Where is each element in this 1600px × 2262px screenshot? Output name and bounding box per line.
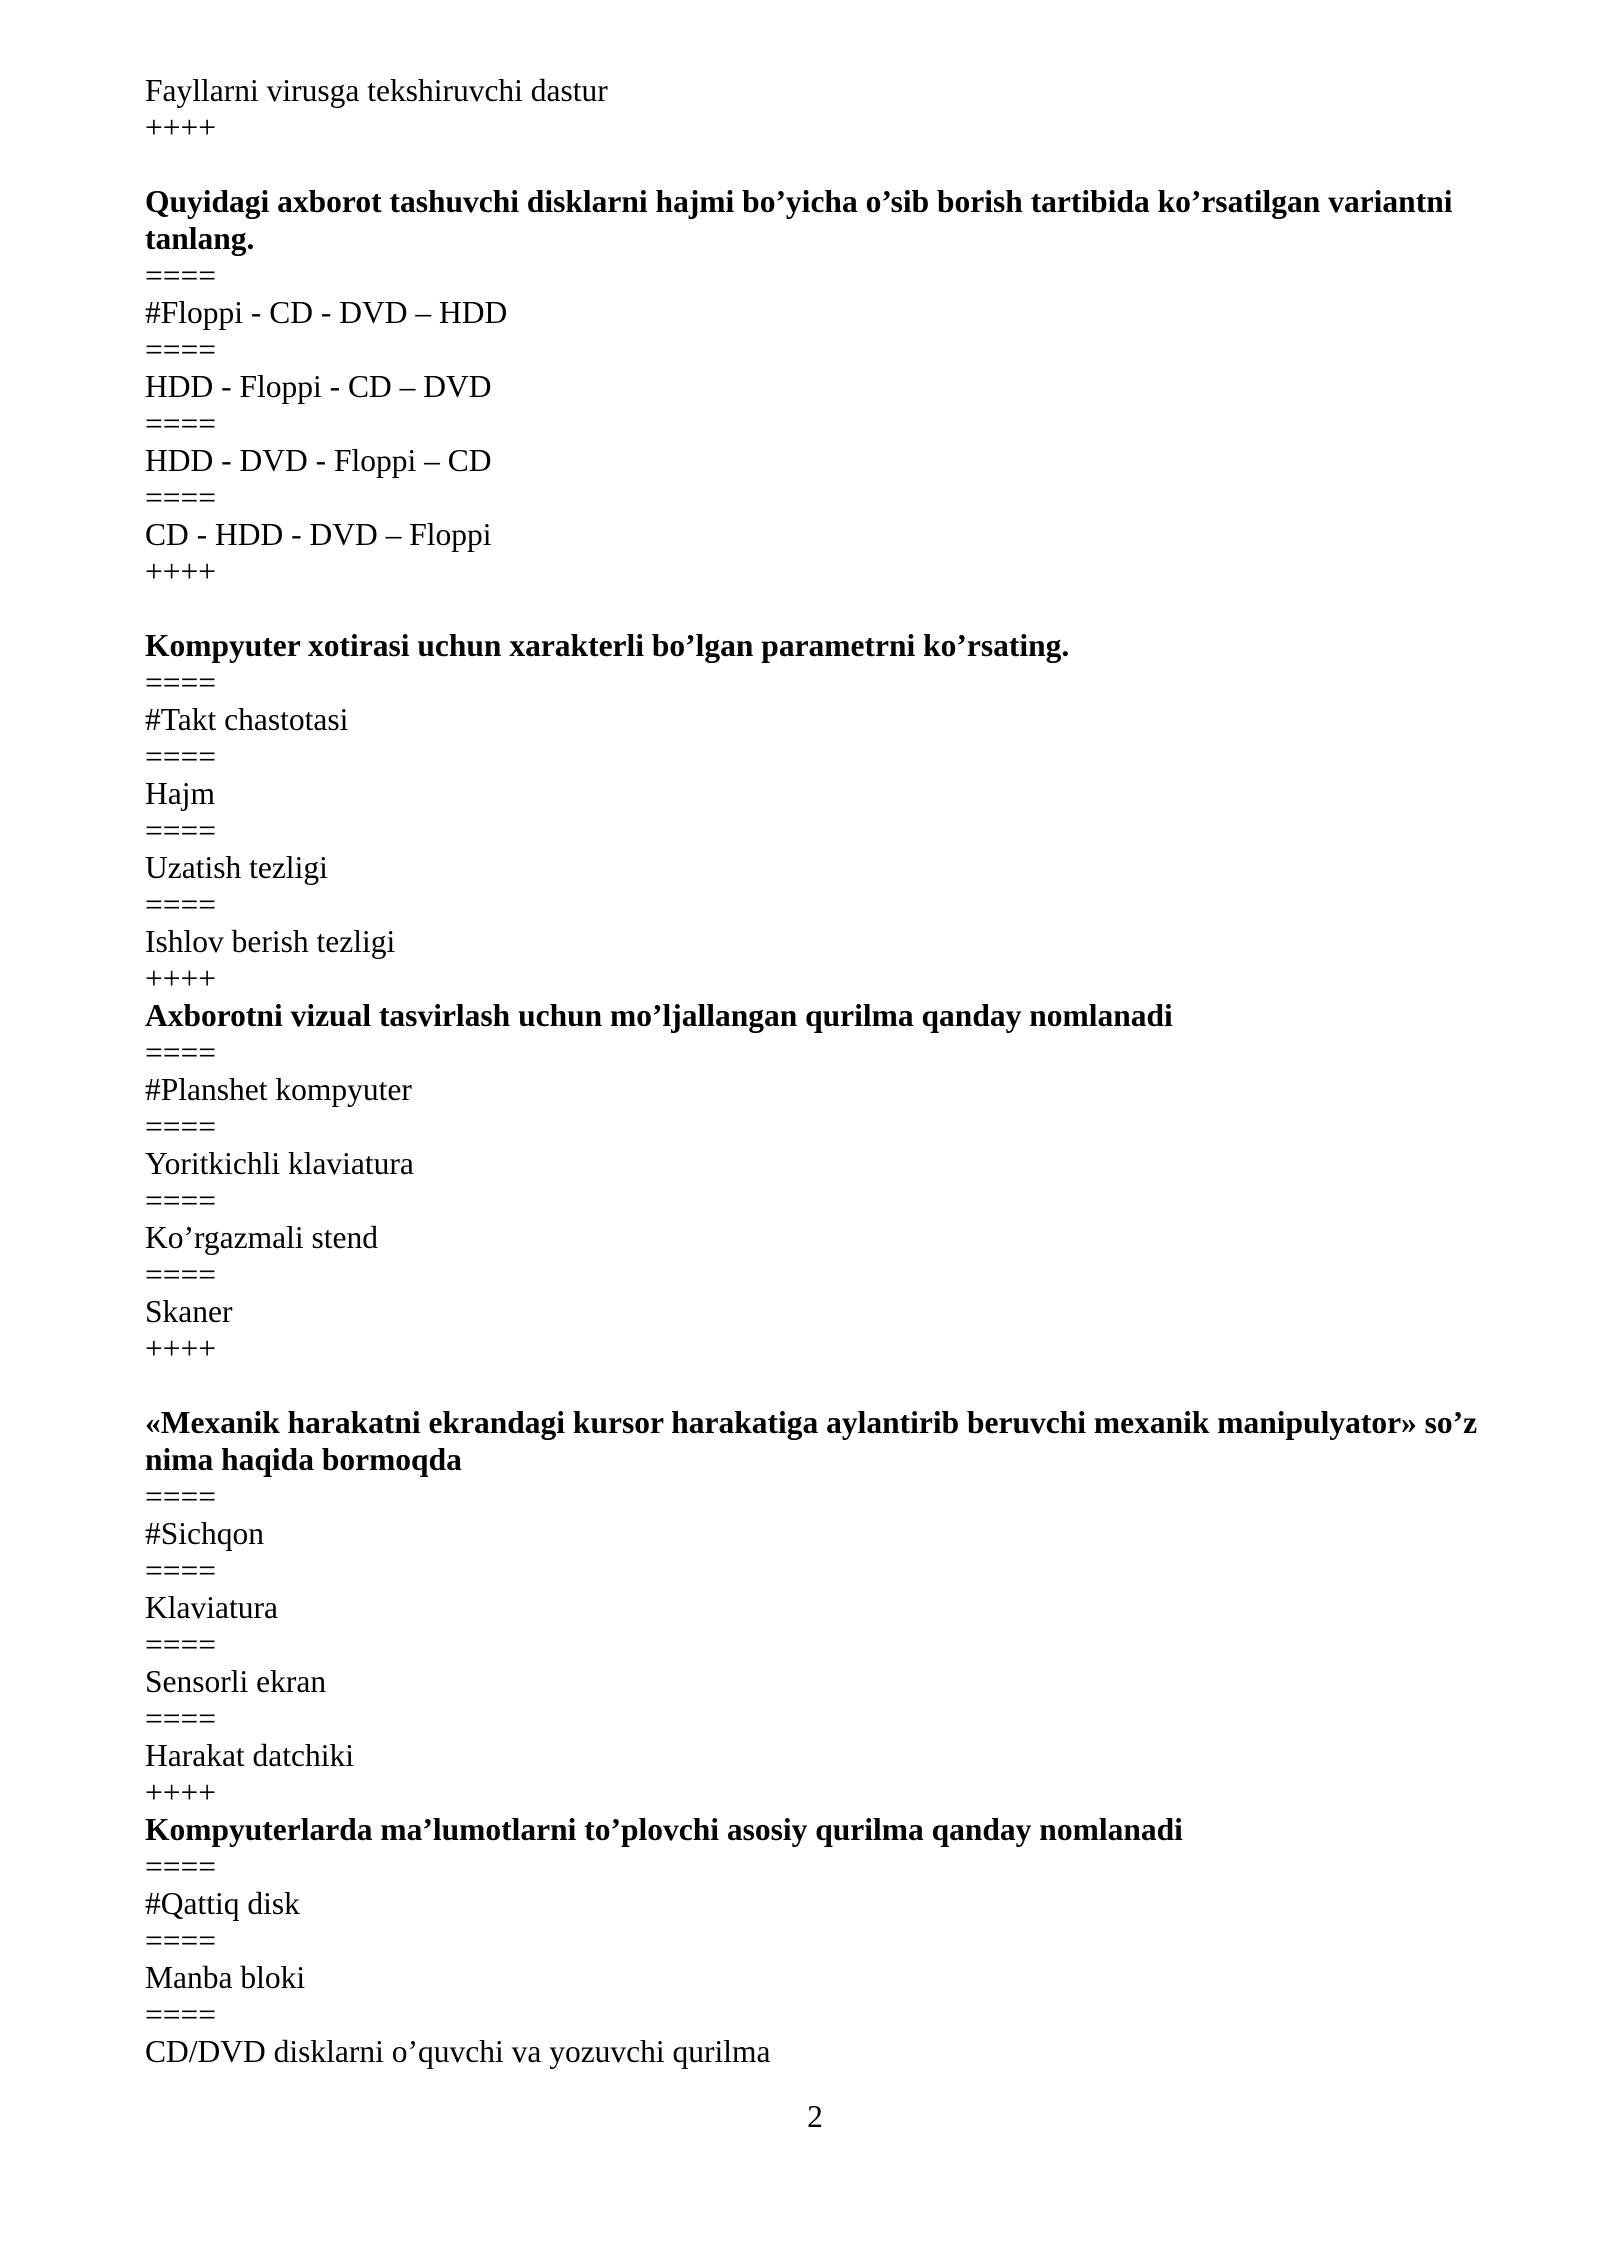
answer-option: Fayllarni virusga tekshiruvchi dastur [145,73,608,108]
document-body [145,72,1505,2070]
answer-option: Uzatish tezligi [145,850,328,885]
answer-option: Skaner [145,1294,233,1329]
separator-line: ==== [145,665,217,700]
separator-line: ++++ [145,1331,217,1366]
blank-line [145,1367,1505,1404]
answer-option: Manba bloki [145,1960,306,1995]
blank-line [145,146,1505,183]
separator-line: ==== [145,887,217,922]
answer-option: Harakat datchiki [145,1738,355,1773]
separator-line: ++++ [145,1775,217,1810]
separator-line: ==== [145,406,217,441]
answer-option: HDD - DVD - Floppi – CD [145,443,492,478]
answer-option: Klaviatura [145,1590,278,1625]
question-text: Kompyuterlarda ma’lumotlarni to’plovchi asosiy qurilma qanday nomlanadi [145,1812,1183,1847]
separator-line: ++++ [145,110,217,145]
answer-option: #Takt chastotasi [145,702,349,737]
document-page [145,72,1505,2070]
separator-line: ++++ [145,554,217,589]
separator-line: ==== [145,1627,217,1662]
page-number: 2 [807,2099,823,2134]
separator-line: ==== [145,1849,217,1884]
answer-option: CD/DVD disklarni o’quvchi va yozuvchi qurilma [145,2034,771,2069]
separator-line: ==== [145,813,217,848]
separator-line: ==== [145,1923,217,1958]
separator-line: ==== [145,258,217,293]
separator-line: ==== [145,1035,217,1070]
answer-option: Ko’rgazmali stend [145,1220,378,1255]
separator-line: ==== [145,739,217,774]
answer-option: Hajm [145,776,215,811]
separator-line: ==== [145,1701,217,1736]
separator-line: ==== [145,1257,217,1292]
blank-line [145,590,1505,627]
separator-line: ++++ [145,961,217,996]
answer-option: Yoritkichli klaviatura [145,1146,414,1181]
question-text: Quyidagi axborot tashuvchi disklarni hajmi bo’yicha o’sib borish tartibida ko’rsatilgan variantni tanlang. [145,184,1461,256]
question-text: Kompyuter xotirasi uchun xarakterli bo’lgan parametrni ko’rsating. [145,628,1070,663]
question-text: Axborotni vizual tasvirlash uchun mo’ljallangan qurilma qanday nomlanadi [145,998,1173,1033]
answer-option: #Sichqon [145,1516,265,1551]
separator-line: ==== [145,1553,217,1588]
answer-option: #Floppi - CD - DVD – HDD [145,295,508,330]
answer-option: #Planshet kompyuter [145,1072,412,1107]
separator-line: ==== [145,1479,217,1514]
separator-line: ==== [145,1183,217,1218]
separator-line: ==== [145,480,217,515]
separator-line: ==== [145,1109,217,1144]
separator-line: ==== [145,332,217,367]
answer-option: Sensorli ekran [145,1664,327,1699]
answer-option: HDD - Floppi - CD – DVD [145,369,492,404]
answer-option: Ishlov berish tezligi [145,924,396,959]
answer-option: CD - HDD - DVD – Floppi [145,517,492,552]
separator-line: ==== [145,1997,217,2032]
answer-option: #Qattiq disk [145,1886,300,1921]
question-text: «Mexanik harakatni ekrandagi kursor harakatiga aylantirib beruvchi mexanik manipulyator» so’z nima haqida bormoqda [145,1405,1486,1477]
